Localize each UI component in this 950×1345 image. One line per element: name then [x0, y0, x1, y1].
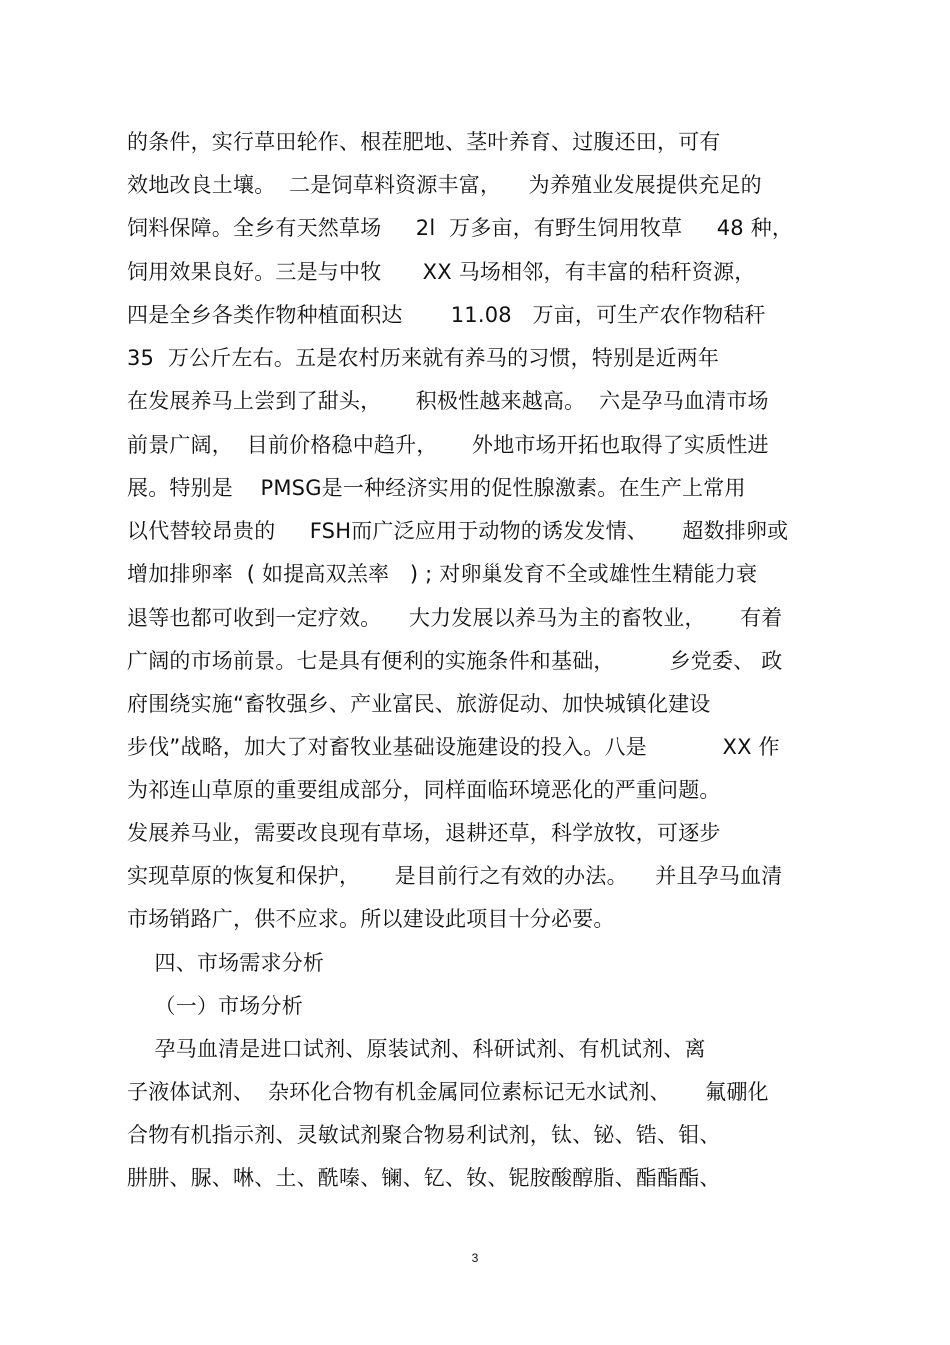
text-line: 饲料保障。全乡有天然草场 2l 万多亩，有野生饲用牧草 48 种， [127, 216, 794, 240]
page-number: 3 [471, 1251, 479, 1265]
text-line: 实现草原的恢复和保护， 是目前行之有效的办法。 并且孕马血清 [127, 864, 783, 888]
text-line: 步伐”战略，加大了对畜牧业基础设施建设的投入。八是 XX 作 [127, 735, 780, 759]
text-line: 广阔的市场前景。七是具有便利的实施条件和基础， 乡党委、 政 [127, 649, 783, 673]
text-line: 效地改良土壤。 二是饲草料资源丰富， 为养殖业发展提供充足的 [127, 173, 762, 197]
section-heading: 四、市场需求分析 [127, 951, 325, 975]
text-line: 肼肼、脲、啉、土、酰嗪、镧、钇、钕、铌胺酸醇脂、酯酯酯、 [127, 1166, 721, 1190]
text-line: 的条件，实行草田轮作、根茬肥地、茎叶养育、过腹还田，可有 [127, 130, 721, 154]
text-line: 四是全乡各类作物种植面积达 11.08 万亩，可生产农作物秸秆 [127, 303, 766, 327]
text-line: 35 万公斤左右。五是农村历来就有养马的习惯，特别是近两年 [127, 346, 720, 370]
text-line: 饲用效果良好。三是与中牧 XX 马场相邻，有丰富的秸秆资源， [127, 260, 756, 284]
text-line: 展。特别是 PMSG是一种经济实用的促性腺激素。在生产上常用 [127, 476, 746, 500]
text-line: 发展养马业，需要改良现有草场，退耕还草，科学放牧，可逐步 [127, 821, 721, 845]
text-line: 府围绕实施“畜牧强乡、产业富民、旅游促动、加快城镇化建设 [127, 692, 711, 716]
text-line: 增加排卵率 ( 如提高双羔率 ) ; 对卵巢发育不全或雄性生精能力衰 [127, 562, 758, 586]
text-line: 为祁连山草原的重要组成部分，同样面临环境恶化的严重问题。 [127, 778, 721, 802]
subsection-heading: （一）市场分析 [127, 994, 303, 1018]
text-line: 市场销路广，供不应求。所以建设此项目十分必要。 [127, 907, 615, 931]
text-line: 合物有机指示剂、灵敏试剂聚合物易利试剂，钛、铋、锆、钼、 [127, 1123, 721, 1147]
text-line: 退等也都可收到一定疗效。 大力发展以养马为主的畜牧业， 有着 [127, 606, 783, 630]
text-line: 前景广阔， 目前价格稳中趋升， 外地市场开拓也取得了实质性进 [127, 433, 769, 457]
text-line: 在发展养马上尝到了甜头， 积极性越来越高。 六是孕马血清市场 [127, 389, 769, 413]
text-line: 子液体试剂、 杂环化合物有机金属同位素标记无水试剂、 氟硼化 [127, 1080, 769, 1104]
text-line: 孕马血清是进口试剂、原装试剂、科研试剂、有机试剂、离 [127, 1037, 706, 1061]
text-line: 以代替较昂贵的 FSH而广泛应用于动物的诱发发情、 超数排卵或 [127, 519, 789, 543]
